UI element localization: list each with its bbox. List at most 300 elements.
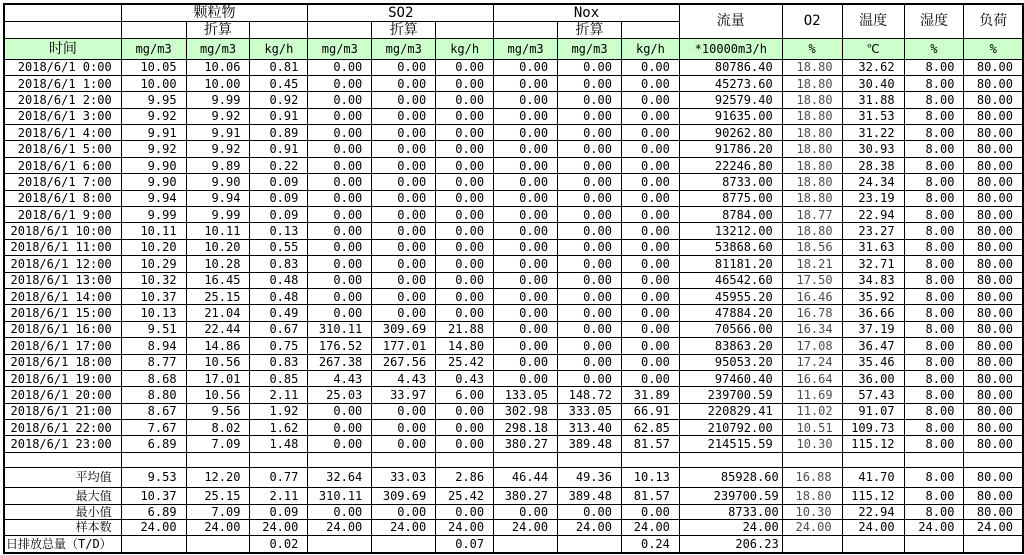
header-temperature[interactable]: 温度 bbox=[842, 4, 904, 38]
cell[interactable]: 80.00 bbox=[964, 467, 1023, 487]
cell[interactable]: 0.00 bbox=[308, 239, 372, 255]
cell[interactable]: 0.00 bbox=[436, 207, 494, 223]
cell[interactable]: 8.68 bbox=[121, 370, 186, 386]
cell[interactable]: 31.89 bbox=[621, 387, 679, 403]
cell[interactable]: 310.11 bbox=[308, 487, 372, 504]
summary-label[interactable]: 最小值 bbox=[4, 504, 121, 519]
cell[interactable]: 18.56 bbox=[782, 239, 842, 255]
cell-time[interactable]: 2018/6/1 18:00 bbox=[4, 354, 121, 370]
cell[interactable]: 7.09 bbox=[186, 436, 250, 452]
cell[interactable]: 333.05 bbox=[558, 403, 622, 419]
cell[interactable]: 80.00 bbox=[964, 436, 1023, 452]
cell[interactable]: 0.00 bbox=[621, 125, 679, 141]
cell[interactable]: 10.20 bbox=[121, 239, 186, 255]
cell[interactable]: 32.62 bbox=[842, 59, 904, 75]
cell[interactable]: 0.22 bbox=[250, 157, 308, 173]
cell[interactable]: 10.13 bbox=[121, 305, 186, 321]
cell[interactable]: 80.00 bbox=[964, 174, 1023, 190]
header-so2[interactable]: SO2 bbox=[308, 4, 494, 21]
summary-label[interactable]: 最大值 bbox=[4, 487, 121, 504]
cell[interactable]: 91635.00 bbox=[679, 108, 782, 124]
cell[interactable]: 10.28 bbox=[186, 256, 250, 272]
unit-particulate-mgm3[interactable]: mg/m3 bbox=[121, 38, 186, 59]
unit-load[interactable]: % bbox=[964, 38, 1023, 59]
cell[interactable]: 0.91 bbox=[250, 141, 308, 157]
cell[interactable]: 6.89 bbox=[121, 436, 186, 452]
cell[interactable] bbox=[121, 452, 186, 467]
cell[interactable]: 80.00 bbox=[964, 141, 1023, 157]
cell[interactable]: 0.09 bbox=[250, 190, 308, 206]
cell[interactable]: 0.00 bbox=[621, 174, 679, 190]
cell[interactable]: 8.00 bbox=[904, 321, 964, 337]
cell[interactable]: 16.64 bbox=[782, 370, 842, 386]
cell-time[interactable]: 2018/6/1 12:00 bbox=[4, 256, 121, 272]
cell[interactable]: 31.88 bbox=[842, 92, 904, 108]
cell[interactable]: 10.11 bbox=[121, 223, 186, 239]
cell[interactable]: 0.00 bbox=[494, 288, 558, 304]
cell[interactable]: 0.91 bbox=[250, 108, 308, 124]
cell[interactable]: 0.77 bbox=[250, 467, 308, 487]
cell[interactable]: 0.00 bbox=[372, 504, 436, 519]
cell[interactable]: 0.00 bbox=[558, 504, 622, 519]
cell[interactable]: 0.00 bbox=[558, 141, 622, 157]
cell[interactable]: 0.00 bbox=[308, 436, 372, 452]
cell[interactable]: 0.00 bbox=[308, 125, 372, 141]
cell[interactable]: 0.00 bbox=[436, 108, 494, 124]
cell[interactable]: 0.00 bbox=[621, 504, 679, 519]
cell[interactable]: 8.00 bbox=[904, 467, 964, 487]
cell[interactable]: 210792.00 bbox=[679, 420, 782, 436]
cell[interactable]: 80786.40 bbox=[679, 59, 782, 75]
cell[interactable]: 0.48 bbox=[250, 272, 308, 288]
cell[interactable]: 85928.60 bbox=[679, 467, 782, 487]
cell[interactable]: 36.47 bbox=[842, 338, 904, 354]
converted-subheader-particulate[interactable]: 折算 bbox=[186, 21, 250, 38]
cell[interactable] bbox=[308, 535, 372, 553]
cell[interactable]: 0.00 bbox=[621, 75, 679, 91]
cell[interactable] bbox=[782, 452, 842, 467]
cell-empty[interactable] bbox=[4, 4, 121, 21]
cell[interactable]: 0.00 bbox=[558, 272, 622, 288]
cell[interactable]: 10.56 bbox=[186, 387, 250, 403]
cell[interactable]: 53868.60 bbox=[679, 239, 782, 255]
cell[interactable]: 10.20 bbox=[186, 239, 250, 255]
cell[interactable]: 35.46 bbox=[842, 354, 904, 370]
cell[interactable]: 0.00 bbox=[436, 92, 494, 108]
cell[interactable]: 0.00 bbox=[308, 75, 372, 91]
cell[interactable]: 25.15 bbox=[186, 288, 250, 304]
cell[interactable]: 24.00 bbox=[621, 519, 679, 535]
cell[interactable]: 80.00 bbox=[964, 92, 1023, 108]
cell[interactable]: 0.00 bbox=[558, 207, 622, 223]
cell-empty[interactable] bbox=[121, 21, 186, 38]
cell[interactable]: 8733.00 bbox=[679, 174, 782, 190]
cell[interactable]: 0.45 bbox=[250, 75, 308, 91]
cell[interactable]: 22.44 bbox=[186, 321, 250, 337]
cell[interactable]: 0.55 bbox=[250, 239, 308, 255]
cell[interactable]: 0.00 bbox=[494, 305, 558, 321]
cell[interactable]: 41.70 bbox=[842, 467, 904, 487]
cell[interactable]: 49.36 bbox=[558, 467, 622, 487]
cell[interactable]: 33.03 bbox=[372, 467, 436, 487]
cell[interactable]: 80.00 bbox=[964, 108, 1023, 124]
cell[interactable]: 9.90 bbox=[121, 174, 186, 190]
cell[interactable]: 0.00 bbox=[621, 239, 679, 255]
cell[interactable]: 8.00 bbox=[904, 436, 964, 452]
cell[interactable]: 9.51 bbox=[121, 321, 186, 337]
cell[interactable]: 80.00 bbox=[964, 288, 1023, 304]
cell[interactable]: 36.66 bbox=[842, 305, 904, 321]
cell[interactable]: 92579.40 bbox=[679, 92, 782, 108]
cell[interactable]: 80.00 bbox=[964, 387, 1023, 403]
cell[interactable]: 309.69 bbox=[372, 321, 436, 337]
cell[interactable]: 0.24 bbox=[621, 535, 679, 553]
cell[interactable]: 35.92 bbox=[842, 288, 904, 304]
unit-nox-kgh[interactable]: kg/h bbox=[621, 38, 679, 59]
cell[interactable]: 10.37 bbox=[121, 288, 186, 304]
cell[interactable]: 8.00 bbox=[904, 420, 964, 436]
cell[interactable]: 0.89 bbox=[250, 125, 308, 141]
cell[interactable]: 8.00 bbox=[904, 174, 964, 190]
cell[interactable]: 9.95 bbox=[121, 92, 186, 108]
converted-subheader-so2[interactable]: 折算 bbox=[372, 21, 436, 38]
cell[interactable]: 30.40 bbox=[842, 75, 904, 91]
cell[interactable]: 10.06 bbox=[186, 59, 250, 75]
cell[interactable]: 9.90 bbox=[121, 157, 186, 173]
cell[interactable]: 14.86 bbox=[186, 338, 250, 354]
cell[interactable]: 18.80 bbox=[782, 157, 842, 173]
cell[interactable]: 267.38 bbox=[308, 354, 372, 370]
cell[interactable]: 14.80 bbox=[436, 338, 494, 354]
cell[interactable]: 109.73 bbox=[842, 420, 904, 436]
cell[interactable]: 32.71 bbox=[842, 256, 904, 272]
cell[interactable]: 0.00 bbox=[372, 223, 436, 239]
cell[interactable]: 0.00 bbox=[372, 239, 436, 255]
cell[interactable]: 45955.20 bbox=[679, 288, 782, 304]
cell[interactable]: 80.00 bbox=[964, 305, 1023, 321]
cell[interactable] bbox=[558, 535, 622, 553]
cell[interactable]: 28.38 bbox=[842, 157, 904, 173]
cell[interactable]: 8784.00 bbox=[679, 207, 782, 223]
cell[interactable]: 10.00 bbox=[186, 75, 250, 91]
cell[interactable]: 24.00 bbox=[436, 519, 494, 535]
cell[interactable]: 32.64 bbox=[308, 467, 372, 487]
cell[interactable] bbox=[121, 535, 186, 553]
cell[interactable]: 11.02 bbox=[782, 403, 842, 419]
cell[interactable]: 239700.59 bbox=[679, 387, 782, 403]
cell[interactable]: 0.00 bbox=[621, 190, 679, 206]
cell[interactable]: 0.00 bbox=[308, 92, 372, 108]
cell[interactable]: 0.00 bbox=[494, 141, 558, 157]
cell[interactable]: 80.00 bbox=[964, 190, 1023, 206]
cell[interactable]: 16.78 bbox=[782, 305, 842, 321]
cell[interactable] bbox=[4, 452, 121, 467]
cell[interactable]: 0.00 bbox=[621, 59, 679, 75]
cell[interactable]: 214515.59 bbox=[679, 436, 782, 452]
cell[interactable]: 0.09 bbox=[250, 504, 308, 519]
cell[interactable]: 0.00 bbox=[494, 125, 558, 141]
cell[interactable]: 0.43 bbox=[436, 370, 494, 386]
cell[interactable]: 8.00 bbox=[904, 272, 964, 288]
cell[interactable]: 80.00 bbox=[964, 75, 1023, 91]
cell[interactable]: 9.94 bbox=[121, 190, 186, 206]
cell[interactable]: 0.00 bbox=[436, 436, 494, 452]
cell-time[interactable]: 2018/6/1 0:00 bbox=[4, 59, 121, 75]
cell[interactable]: 309.69 bbox=[372, 487, 436, 504]
cell-time[interactable]: 2018/6/1 23:00 bbox=[4, 436, 121, 452]
cell[interactable] bbox=[842, 535, 904, 553]
cell[interactable]: 66.91 bbox=[621, 403, 679, 419]
cell[interactable]: 0.00 bbox=[558, 288, 622, 304]
cell[interactable]: 0.00 bbox=[436, 125, 494, 141]
cell[interactable]: 18.80 bbox=[782, 223, 842, 239]
cell[interactable]: 24.00 bbox=[308, 519, 372, 535]
cell[interactable]: 8.00 bbox=[904, 157, 964, 173]
cell[interactable]: 0.00 bbox=[372, 125, 436, 141]
cell[interactable] bbox=[964, 535, 1023, 553]
cell[interactable]: 9.90 bbox=[186, 174, 250, 190]
summary-label[interactable]: 平均值 bbox=[4, 467, 121, 487]
cell[interactable]: 0.00 bbox=[436, 59, 494, 75]
cell[interactable]: 9.56 bbox=[186, 403, 250, 419]
summary-label[interactable]: 日排放总量（T/D） bbox=[4, 535, 121, 553]
cell[interactable]: 0.00 bbox=[558, 338, 622, 354]
cell[interactable]: 22.94 bbox=[842, 207, 904, 223]
cell[interactable]: 0.00 bbox=[558, 174, 622, 190]
cell[interactable]: 0.09 bbox=[250, 207, 308, 223]
cell[interactable]: 8.00 bbox=[904, 354, 964, 370]
converted-subheader-nox[interactable]: 折算 bbox=[558, 21, 622, 38]
cell[interactable]: 62.85 bbox=[621, 420, 679, 436]
cell-empty[interactable] bbox=[494, 21, 558, 38]
cell[interactable]: 8.00 bbox=[904, 75, 964, 91]
cell[interactable]: 8733.00 bbox=[679, 504, 782, 519]
unit-flow[interactable]: *10000m3/h bbox=[679, 38, 782, 59]
cell[interactable]: 8.00 bbox=[904, 190, 964, 206]
cell[interactable]: 389.48 bbox=[558, 436, 622, 452]
unit-particulate-converted-mgm3[interactable]: mg/m3 bbox=[186, 38, 250, 59]
cell[interactable]: 0.00 bbox=[436, 239, 494, 255]
cell[interactable]: 177.01 bbox=[372, 338, 436, 354]
cell[interactable]: 0.00 bbox=[621, 256, 679, 272]
cell[interactable]: 9.92 bbox=[186, 108, 250, 124]
cell[interactable]: 91.07 bbox=[842, 403, 904, 419]
cell[interactable]: 18.80 bbox=[782, 92, 842, 108]
cell[interactable]: 0.75 bbox=[250, 338, 308, 354]
cell[interactable] bbox=[904, 535, 964, 553]
cell[interactable]: 6.89 bbox=[121, 504, 186, 519]
cell[interactable]: 0.00 bbox=[494, 354, 558, 370]
cell[interactable]: 4.43 bbox=[308, 370, 372, 386]
cell-empty[interactable] bbox=[621, 21, 679, 38]
cell[interactable]: 2.11 bbox=[250, 387, 308, 403]
cell[interactable] bbox=[186, 535, 250, 553]
cell[interactable]: 8.80 bbox=[121, 387, 186, 403]
cell[interactable]: 6.00 bbox=[436, 387, 494, 403]
cell[interactable]: 80.00 bbox=[964, 157, 1023, 173]
cell[interactable]: 8.00 bbox=[904, 239, 964, 255]
cell[interactable]: 46542.60 bbox=[679, 272, 782, 288]
cell[interactable]: 31.22 bbox=[842, 125, 904, 141]
cell[interactable]: 16.45 bbox=[186, 272, 250, 288]
cell-time[interactable]: 2018/6/1 17:00 bbox=[4, 338, 121, 354]
cell[interactable]: 8.00 bbox=[904, 387, 964, 403]
cell[interactable]: 22.94 bbox=[842, 504, 904, 519]
cell[interactable]: 115.12 bbox=[842, 487, 904, 504]
cell[interactable]: 0.00 bbox=[621, 354, 679, 370]
cell[interactable]: 16.46 bbox=[782, 288, 842, 304]
cell[interactable]: 0.00 bbox=[308, 59, 372, 75]
cell-time[interactable]: 2018/6/1 1:00 bbox=[4, 75, 121, 91]
cell[interactable] bbox=[372, 535, 436, 553]
cell[interactable]: 18.80 bbox=[782, 125, 842, 141]
cell[interactable]: 18.80 bbox=[782, 75, 842, 91]
cell[interactable]: 0.00 bbox=[436, 504, 494, 519]
cell[interactable]: 24.00 bbox=[372, 519, 436, 535]
cell[interactable]: 0.00 bbox=[558, 239, 622, 255]
cell[interactable]: 18.80 bbox=[782, 141, 842, 157]
cell[interactable]: 0.00 bbox=[372, 157, 436, 173]
cell[interactable]: 0.00 bbox=[494, 157, 558, 173]
cell[interactable]: 0.00 bbox=[308, 504, 372, 519]
cell[interactable]: 267.56 bbox=[372, 354, 436, 370]
cell[interactable]: 16.34 bbox=[782, 321, 842, 337]
cell[interactable]: 10.30 bbox=[782, 436, 842, 452]
cell-empty[interactable] bbox=[308, 21, 372, 38]
cell[interactable]: 0.00 bbox=[372, 272, 436, 288]
cell[interactable]: 0.00 bbox=[494, 338, 558, 354]
cell[interactable]: 12.20 bbox=[186, 467, 250, 487]
cell[interactable]: 0.00 bbox=[436, 272, 494, 288]
cell[interactable]: 0.00 bbox=[621, 305, 679, 321]
cell[interactable]: 0.67 bbox=[250, 321, 308, 337]
cell[interactable] bbox=[186, 452, 250, 467]
summary-label[interactable]: 样本数 bbox=[4, 519, 121, 535]
cell[interactable]: 8.02 bbox=[186, 420, 250, 436]
cell[interactable]: 0.00 bbox=[558, 108, 622, 124]
cell[interactable] bbox=[494, 452, 558, 467]
cell[interactable]: 8.00 bbox=[904, 223, 964, 239]
cell[interactable]: 8.77 bbox=[121, 354, 186, 370]
unit-temperature[interactable]: ℃ bbox=[842, 38, 904, 59]
cell[interactable]: 0.00 bbox=[494, 92, 558, 108]
cell[interactable]: 80.00 bbox=[964, 504, 1023, 519]
cell[interactable]: 0.00 bbox=[621, 207, 679, 223]
cell[interactable]: 23.27 bbox=[842, 223, 904, 239]
cell[interactable] bbox=[372, 452, 436, 467]
cell[interactable]: 0.00 bbox=[308, 288, 372, 304]
cell[interactable]: 10.32 bbox=[121, 272, 186, 288]
cell[interactable]: 8.94 bbox=[121, 338, 186, 354]
cell[interactable]: 80.00 bbox=[964, 338, 1023, 354]
cell[interactable]: 46.44 bbox=[494, 467, 558, 487]
header-time[interactable]: 时间 bbox=[4, 38, 121, 59]
cell[interactable]: 0.00 bbox=[308, 272, 372, 288]
unit-so2-converted-mgm3[interactable]: mg/m3 bbox=[372, 38, 436, 59]
cell[interactable]: 10.56 bbox=[186, 354, 250, 370]
cell[interactable]: 0.83 bbox=[250, 354, 308, 370]
cell-time[interactable]: 2018/6/1 5:00 bbox=[4, 141, 121, 157]
cell[interactable]: 0.00 bbox=[494, 370, 558, 386]
cell[interactable]: 0.00 bbox=[436, 256, 494, 272]
cell[interactable]: 18.80 bbox=[782, 190, 842, 206]
cell-empty[interactable] bbox=[4, 21, 121, 38]
cell[interactable]: 0.00 bbox=[436, 305, 494, 321]
cell[interactable]: 310.11 bbox=[308, 321, 372, 337]
cell[interactable]: 0.00 bbox=[494, 223, 558, 239]
cell[interactable]: 0.00 bbox=[494, 190, 558, 206]
cell[interactable]: 91786.20 bbox=[679, 141, 782, 157]
cell[interactable]: 0.83 bbox=[250, 256, 308, 272]
cell[interactable]: 37.19 bbox=[842, 321, 904, 337]
cell[interactable]: 0.00 bbox=[308, 207, 372, 223]
cell[interactable]: 0.00 bbox=[436, 75, 494, 91]
cell[interactable]: 80.00 bbox=[964, 370, 1023, 386]
cell[interactable]: 0.00 bbox=[558, 59, 622, 75]
cell[interactable]: 80.00 bbox=[964, 272, 1023, 288]
header-flow[interactable]: 流量 bbox=[679, 4, 782, 38]
cell[interactable]: 25.03 bbox=[308, 387, 372, 403]
cell[interactable]: 0.00 bbox=[558, 75, 622, 91]
cell[interactable] bbox=[436, 452, 494, 467]
cell[interactable]: 0.00 bbox=[558, 223, 622, 239]
cell[interactable] bbox=[558, 452, 622, 467]
cell[interactable]: 302.98 bbox=[494, 403, 558, 419]
cell[interactable]: 0.00 bbox=[372, 403, 436, 419]
cell[interactable]: 389.48 bbox=[558, 487, 622, 504]
cell[interactable]: 0.00 bbox=[372, 92, 436, 108]
cell-time[interactable]: 2018/6/1 6:00 bbox=[4, 157, 121, 173]
cell-time[interactable]: 2018/6/1 8:00 bbox=[4, 190, 121, 206]
cell[interactable]: 23.19 bbox=[842, 190, 904, 206]
cell[interactable]: 9.99 bbox=[186, 92, 250, 108]
cell[interactable] bbox=[904, 452, 964, 467]
cell[interactable]: 34.83 bbox=[842, 272, 904, 288]
cell[interactable]: 0.49 bbox=[250, 305, 308, 321]
cell[interactable]: 9.91 bbox=[186, 125, 250, 141]
cell[interactable]: 10.29 bbox=[121, 256, 186, 272]
cell-time[interactable]: 2018/6/1 7:00 bbox=[4, 174, 121, 190]
cell[interactable]: 1.92 bbox=[250, 403, 308, 419]
cell[interactable]: 0.00 bbox=[372, 288, 436, 304]
cell[interactable]: 8.00 bbox=[904, 487, 964, 504]
cell[interactable]: 8.00 bbox=[904, 370, 964, 386]
cell[interactable]: 0.00 bbox=[436, 403, 494, 419]
cell[interactable]: 18.80 bbox=[782, 59, 842, 75]
cell[interactable]: 0.00 bbox=[436, 420, 494, 436]
cell[interactable]: 0.00 bbox=[558, 256, 622, 272]
cell[interactable]: 13212.00 bbox=[679, 223, 782, 239]
cell[interactable]: 0.00 bbox=[372, 59, 436, 75]
cell[interactable]: 24.00 bbox=[121, 519, 186, 535]
cell[interactable]: 0.00 bbox=[436, 288, 494, 304]
cell[interactable] bbox=[494, 535, 558, 553]
cell[interactable]: 0.00 bbox=[621, 272, 679, 288]
cell[interactable]: 176.52 bbox=[308, 338, 372, 354]
cell[interactable]: 36.00 bbox=[842, 370, 904, 386]
cell[interactable]: 380.27 bbox=[494, 436, 558, 452]
cell[interactable]: 0.00 bbox=[308, 108, 372, 124]
cell[interactable]: 10.11 bbox=[186, 223, 250, 239]
cell[interactable]: 24.00 bbox=[558, 519, 622, 535]
cell[interactable]: 0.00 bbox=[372, 108, 436, 124]
cell[interactable]: 24.00 bbox=[494, 519, 558, 535]
cell[interactable]: 80.00 bbox=[964, 256, 1023, 272]
cell[interactable]: 80.00 bbox=[964, 321, 1023, 337]
cell[interactable] bbox=[308, 452, 372, 467]
unit-particulate-kgh[interactable]: kg/h bbox=[250, 38, 308, 59]
cell[interactable]: 24.00 bbox=[782, 519, 842, 535]
